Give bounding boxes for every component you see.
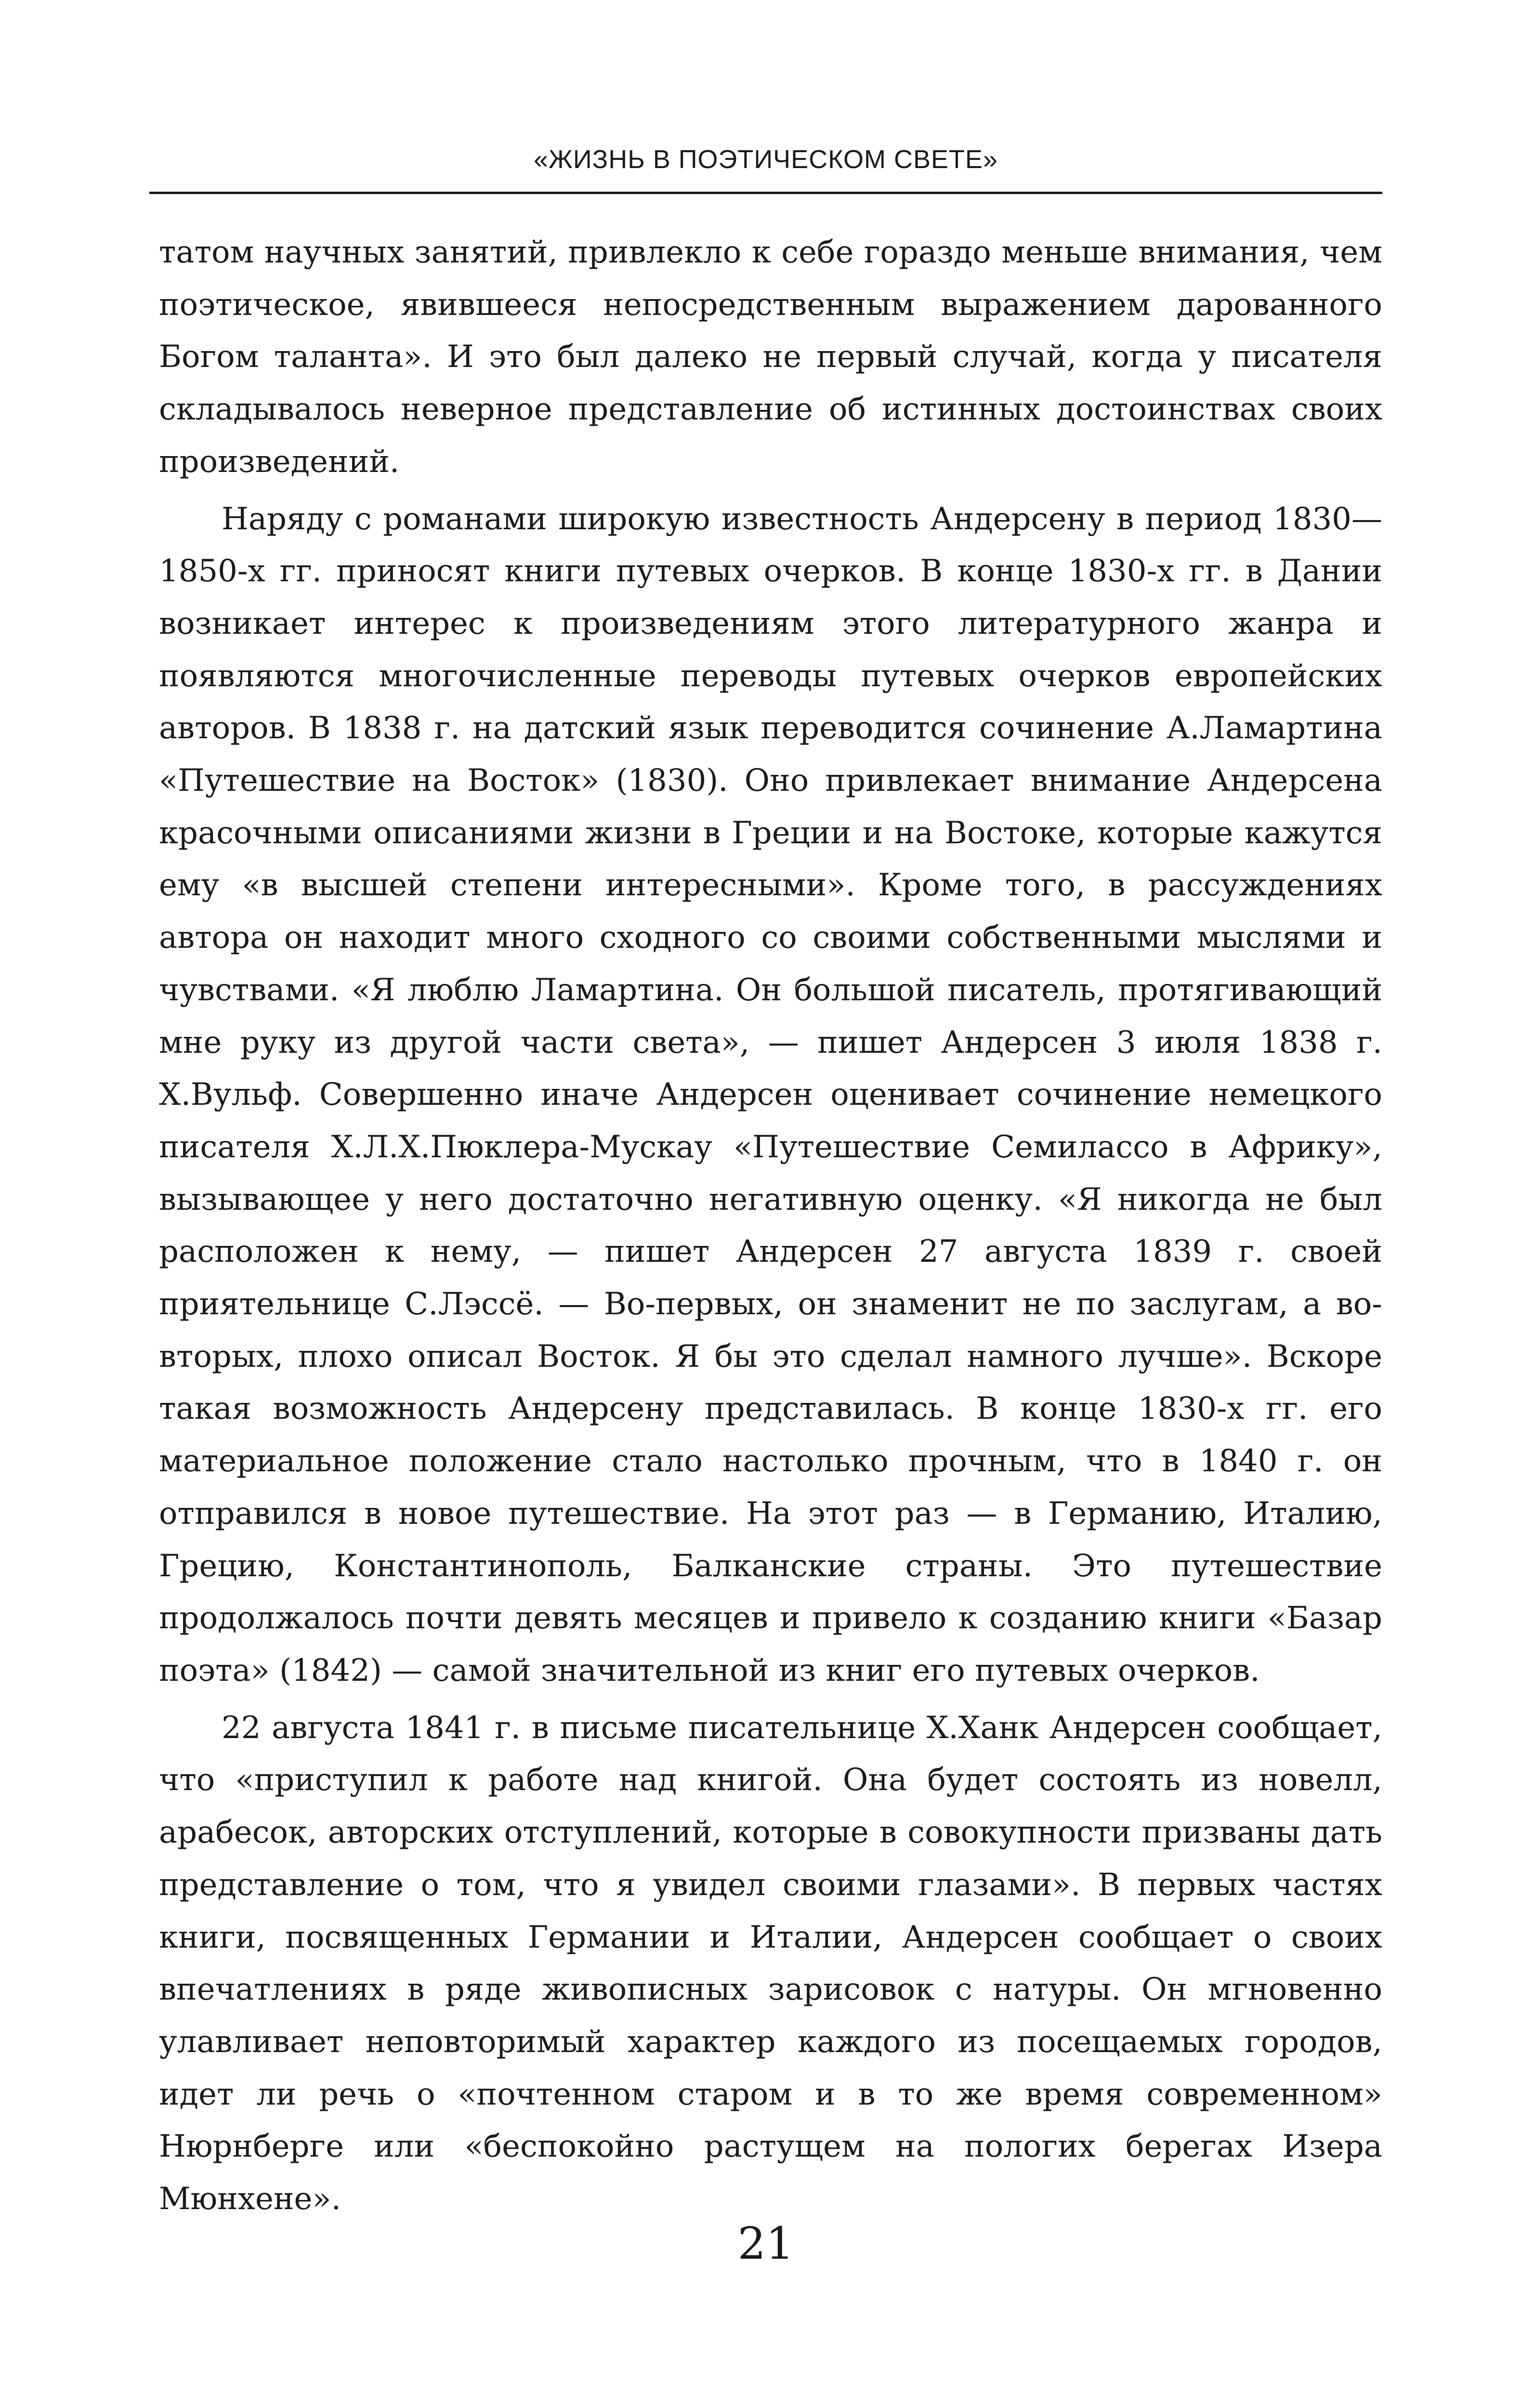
page-number: 21	[737, 2218, 794, 2269]
paragraph: 22 августа 1841 г. в письме писательнице Х.Ханк Андерсен сообщает, что «приступил к работе над книгой. Она будет состоять из новелл, арабесок, авторских отступлений, которые в совокупности призваны дать представление о том, что я увидел своими глазами». В первых частях книги, посвященных Германии и Италии, Андерсен сообщает о своих впечатлениях в ряде живописных зарисовок с натуры. Он мгновенно улавливает неповторимый характер каждого из посещаемых городов, идет ли речь о «почтенном старом и в то же время современном» Нюрнберге или «беспокойно растущем на пологих берегах Изера Мюнхене».	[159, 1710, 1382, 2217]
header-rule	[149, 192, 1382, 194]
paragraph-continuation: татом научных занятий, привлекло к себе гораздо меньше внимания, чем поэтическое, явившееся непосредственным выражением дарованного Богом таланта». И это был далеко не первый случай, когда у писателя складывалось неверное представление об истинных достоинствах своих произведений.	[159, 235, 1382, 480]
running-header: «ЖИЗНЬ В ПОЭТИЧЕСКОМ СВЕТЕ»	[533, 145, 998, 174]
page-body	[159, 226, 1382, 2225]
paragraph: Наряду с романами широкую известность Андерсену в период 1830—1850-х гг. приносят книги путевых очерков. В конце 1830-х гг. в Дании возникает интерес к произведениям этого литературного жанра и появляются многочисленные переводы путевых очерков европейских авторов. В 1838 г. на датский язык переводится сочинение А.Ламартина «Путешествие на Восток» (1830). Оно привлекает внимание Андерсена красочными описаниями жизни в Греции и на Востоке, которые кажутся ему «в высшей степени интересными». Кроме того, в рассуждениях автора он находит много сходного со своими собственными мыслями и чувствами. «Я люблю Ламартина. Он большой писатель, протягивающий мне руку из другой части света», — пишет Андерсен 3 июля 1838 г. Х.Вульф. Совершенно иначе Андерсен оценивает сочинение немецкого писателя Х.Л.Х.Пюклера-Мускау «Путешествие Семилассо в Африку», вызывающее у него достаточно негативную оценку. «Я никогда не был расположен к нему, — пишет Андерсен 27 августа 1839 г. своей приятельнице С.Лэссё. — Во-первых, он знаменит не по заслугам, а во-вторых, плохо описал Восток. Я бы это сделал намного лучше». Вскоре такая возможность Андерсену представилась. В конце 1830-х гг. его материальное положение стало настолько прочным, что в 1840 г. он отправился в новое путешествие. На этот раз — в Германию, Италию, Грецию, Константинополь, Балканские страны. Это путешествие продолжалось почти девять месяцев и привело к созданию книги «Базар поэта» (1842) — самой значительной из книг его путевых очерков.	[159, 501, 1382, 1688]
